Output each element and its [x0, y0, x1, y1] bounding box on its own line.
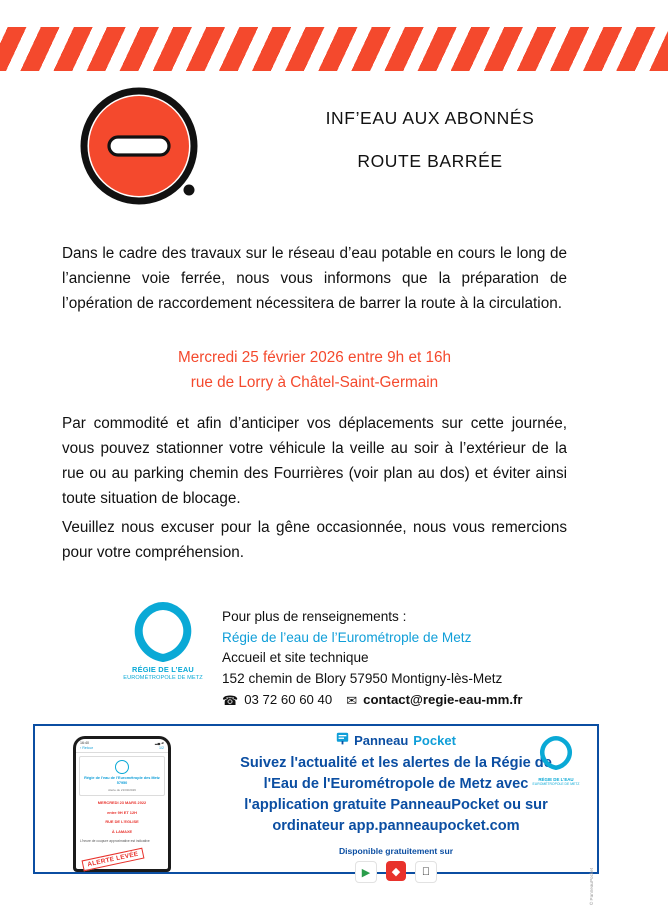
brand-name-pre: Panneau — [354, 732, 409, 748]
promo-credit: © PanneauPocket — [589, 868, 594, 905]
highlight-place: rue de Lorry à Châtel-Saint-Germain — [190, 374, 439, 391]
phone-icon: ☎ — [222, 692, 239, 708]
contact-channels — [222, 690, 582, 711]
contact-org: Régie de l’eau de l’Eurométrople de Metz — [222, 629, 472, 645]
phone-card-meta: Alerte du 21/03/2026 — [108, 788, 136, 792]
phone-screen — [76, 739, 168, 869]
promo-logo-line-2: EUROMÉTROPOLE DE METZ — [532, 782, 580, 786]
phone-card-title: Régie de l'eau de l'Eurométrople des Metz — [84, 776, 160, 780]
promo-logo-line-1: RÉGIE DE L'EAU — [538, 777, 574, 782]
highlight-date: Mercredi 25 février 2026 entre 9h et 16h — [178, 349, 451, 366]
phone-alert-card — [79, 756, 165, 796]
logo-line-1: RÉGIE DE L’EAU — [132, 665, 194, 674]
phone-note: L'heure de coupure approximative est indicative — [80, 839, 150, 843]
envelope-icon: ✉ — [346, 692, 358, 708]
promo-message-line-1: Suivez l'actualité et les alertes de la Régie de — [240, 755, 552, 771]
contact-email[interactable]: contact@regie-eau-mm.fr — [363, 692, 523, 707]
store-badges — [203, 861, 589, 883]
promo-regie-logo — [527, 736, 585, 786]
contact-phone: 03 72 60 60 40 — [244, 692, 333, 707]
phone-alert-line-4: À LAMAXE — [111, 828, 133, 834]
contact-title: Pour plus de renseignements : — [222, 609, 407, 624]
phone-navbar — [76, 745, 168, 753]
phone-alert-line-3: RUE DE L'EGLISE — [105, 819, 139, 824]
logo-line-2: EUROMÉTROPOLE DE METZ — [123, 675, 203, 681]
phone-card-code: 57950 — [116, 781, 128, 785]
water-ring-icon — [113, 602, 213, 662]
huawei-appgallery-icon[interactable]: ◆ — [386, 861, 406, 881]
paragraph-advice: Par commodité et afin d’anticiper vos déplacements sur cette journée, vous pouvez stationner votre véhicule la veille au soir à l’extérieur de la rue ou au parking chemin des Fourrières (voir plan au dos) et éviter ainsi toute situation de blocage. — [62, 415, 567, 507]
promo-message-line-3: l'application gratuite PanneauPocket ou sur — [244, 797, 548, 813]
title-line-2: ROUTE BARRÉE — [357, 151, 503, 171]
panneaupocket-banner — [33, 724, 599, 905]
phone-alert-line-2: entre 9H ET 12H — [107, 809, 137, 815]
regie-logo — [113, 602, 213, 681]
water-ring-icon — [539, 757, 573, 774]
promo-message-line-4: ordinateur app.panneaupocket.com — [272, 818, 520, 834]
phone-water-ring-icon — [115, 760, 129, 774]
contact-block — [222, 607, 582, 711]
google-play-store-icon[interactable]: ▶ — [355, 861, 377, 883]
hazard-stripes-pattern — [0, 27, 668, 71]
promo-message-line-2: l'Eau de l'Eurométropole de Metz avec — [263, 776, 529, 792]
no-entry-sign-icon — [67, 89, 216, 207]
phone-page-indicator: 1/2 — [159, 746, 164, 750]
phone-alert-stamp: ALERTE LEVÉE — [82, 848, 145, 872]
title-line-1: INF’EAU AUX ABONNÉS — [325, 108, 535, 128]
brand-name-post: Pocket — [413, 732, 456, 748]
phone-signal: ▂▄ ▰ — [154, 741, 164, 745]
apple-app-store-icon[interactable] — [415, 861, 437, 883]
hazard-stripe-banner — [28, 27, 606, 71]
page-title — [250, 108, 610, 172]
phone-back-button[interactable]: ‹ Retour — [80, 746, 93, 750]
promo-availability: Disponible gratuitement sur — [338, 846, 454, 856]
contact-service: Accueil et site technique — [222, 650, 369, 665]
contact-address: 152 chemin de Blory 57950 Montigny-lès-Metz — [222, 670, 503, 686]
phone-alert-line-1: MERCREDI 23 MARS 2022 — [97, 800, 147, 805]
paragraph-intro: Dans le cadre des travaux sur le réseau d’eau potable en cours le long de l’ancienne voie ferrée, nous vous informons que la préparation de l’opération de raccordement nécessitera de barrer la route à la circulation. — [62, 245, 567, 312]
panneaupocket-icon — [336, 732, 349, 748]
phone-mockup — [73, 736, 171, 872]
paragraph-apology: Veuillez nous excuser pour la gêne occasionnée, nous vous remercions pour votre compréhension. — [62, 519, 567, 561]
phone-time: 16:40 — [80, 741, 89, 745]
highlight-block — [62, 345, 567, 395]
